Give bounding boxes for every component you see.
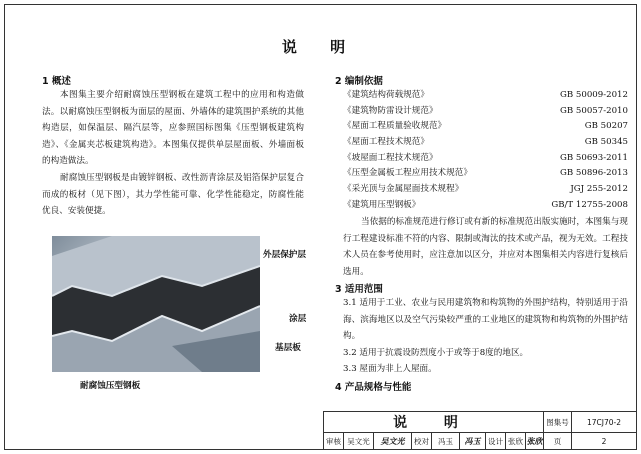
panel-illustration <box>52 236 260 372</box>
designer-name: 张欣 <box>506 433 526 450</box>
reference-item: 《建筑用压型钢板》 GB/T 12755-2008 <box>343 199 628 210</box>
title-block-title: 说 明 <box>324 412 544 433</box>
section3-item2: 3.2 适用于抗震设防烈度小于或等于8度的地区。 <box>343 348 529 358</box>
section2-note: 当依据的标准规范进行修订或有新的标准规范出版实施时，本图集与现行工程建设标准不符的内容、限制或淘汰的技术或产品，视为无效。工程技术人员在参考使用时，应注意加以区分，并应对本图集相关内容进行复核后选用。 <box>343 217 628 277</box>
section1-paragraph2: 耐腐蚀压型钢板是由镀锌钢板、改性沥青涂层及铝箔保护层复合而成的板材（见下图），其力学性能可靠、化学性能稳定，防腐性能优良、安装便捷。 <box>42 173 304 216</box>
reference-item: 《屋面工程技术规范》 GB 50345 <box>343 137 628 148</box>
reference-item: 《屋面工程质量验收规范》 GB 50207 <box>343 121 628 132</box>
label-outer-protective-layer: 外层保护层 <box>263 250 306 260</box>
checker-signature: 冯玉 <box>460 433 486 450</box>
section4-heading: 4 产品规格与性能 <box>335 382 412 393</box>
title-block <box>323 411 637 450</box>
section1-paragraph1: 本图集主要介绍耐腐蚀压型钢板在建筑工程中的应用和构造做法。以耐腐蚀压型钢板为面层的屋面、外墙体的建筑围护系统的其他构造层，如保温层、隔汽层等，应参照国标图集《压型钢板建筑构造》、《金属夹芯板建筑构造》。本图集仅提供单层屋面板、外墙面板的构造做法。 <box>42 90 304 166</box>
reference-item: 《建筑物防雷设计规范》 GB 50057-2010 <box>343 105 628 116</box>
reference-item: 《建筑结构荷载规范》 GB 50009-2012 <box>343 90 628 100</box>
page-label: 页 <box>544 433 572 450</box>
corrugated-panel-photo <box>52 236 260 372</box>
atlas-no: 17CJ70-2 <box>572 412 637 433</box>
section1-heading: 1 概述 <box>42 76 71 87</box>
check-label: 校对 <box>412 433 432 450</box>
page-title: 说 明 <box>281 38 360 56</box>
reference-item: 《采光顶与金属屋面技术规程》 JGJ 255-2012 <box>343 184 628 195</box>
reference-item: 《压型金属板工程应用技术规范》 GB 50896-2013 <box>343 168 628 179</box>
section3-item3: 3.3 屋面为非上人屋面。 <box>343 364 437 374</box>
section2-heading: 2 编制依据 <box>335 76 383 87</box>
design-label: 设计 <box>486 433 506 450</box>
section3-item1: 3.1 适用于工业、农业与民用建筑物和构筑物的外围护结构，特别适用于沿海、滨海地区以及空气污染较严重的工业地区的建筑物和构筑物的外围护结构。 <box>343 298 628 341</box>
atlas-no-label: 图集号 <box>544 412 572 433</box>
figure-caption: 耐腐蚀压型钢板 <box>80 381 141 391</box>
checker-name: 冯玉 <box>432 433 460 450</box>
review-label: 审核 <box>324 433 344 450</box>
page-number: 2 <box>572 433 637 450</box>
section3-heading: 3 适用范围 <box>335 284 383 295</box>
label-coating: 涂层 <box>289 314 307 324</box>
reference-item: 《坡屋面工程技术规范》 GB 50693-2011 <box>343 152 628 163</box>
label-base-plate: 基层板 <box>275 343 301 353</box>
reviewer-name: 吴文光 <box>344 433 374 450</box>
designer-signature: 张欣 <box>526 433 544 450</box>
reviewer-signature: 吴文光 <box>374 433 412 450</box>
reference-list <box>343 88 628 214</box>
